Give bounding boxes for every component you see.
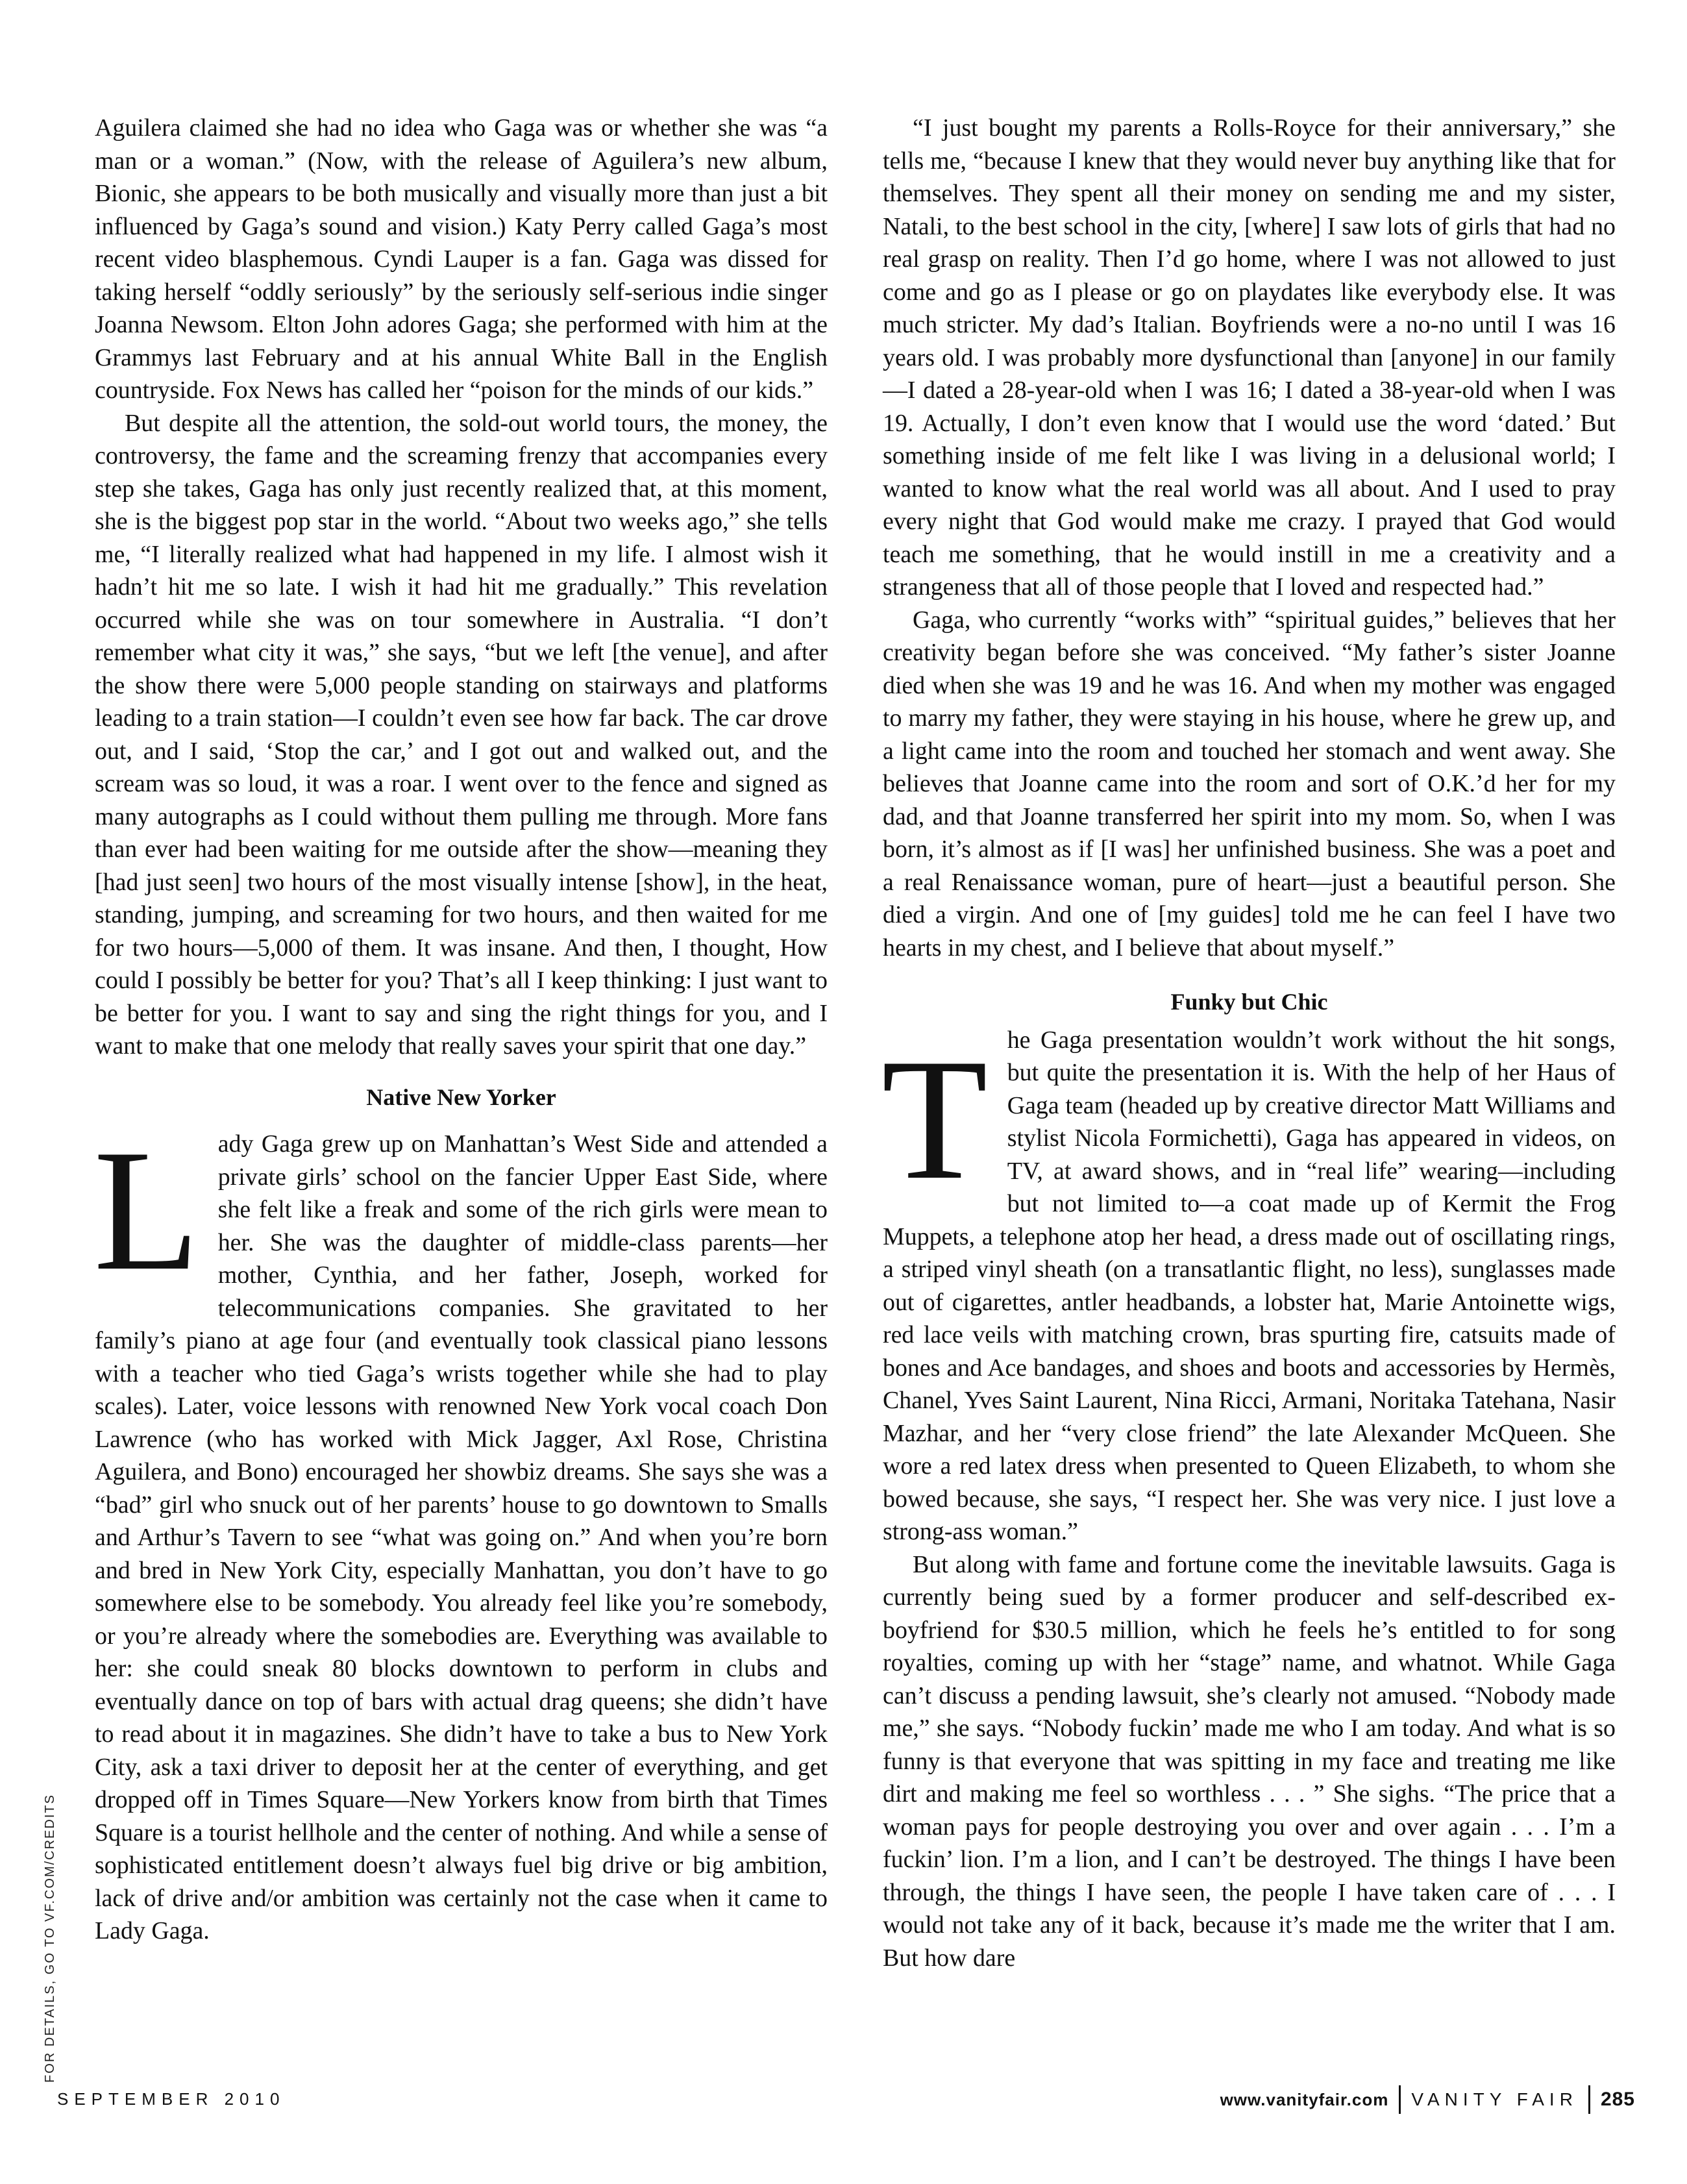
side-credit: FOR DETAILS, GO TO VF.COM/CREDITS	[43, 1794, 57, 2083]
article-paragraph: “I just bought my parents a Rolls-Royce for their anniversary,” she tells me, “because I knew that they would never buy anything like that for themselves. They spent all their money on sending me and my sister, Natali, to the best school in the city, [where] I saw lots of girls that had no real grasp on reality. Then I’d go home, where I was not allowed to just come and go as I please or go on playdates like everybody else. It was much stricter. My dad’s Italian. Boyfriends were a no-no until I was 16 years old. I was probably more dysfunctional than [anyone] in our family—I dated a 28-year-old when I was 16; I dated a 38-year-old when I was 19. Actually, I don’t even know that I would use the word ‘dated.’ But something inside of me felt like I was living in a delusional world; I wanted to know what the real world was all about. And I used to pray every night that God would make me crazy. I prayed that God would teach me something, that he would instill in me a creativity and a strangeness that all of those people that I loved and respected had.”	[883, 114, 1616, 601]
section-heading: Funky but Chic	[1170, 989, 1328, 1015]
footer-right	[1220, 2085, 1635, 2114]
article-paragraph	[883, 1024, 1616, 1548]
left-column	[95, 112, 828, 1948]
drop-cap: L	[93, 1113, 200, 1306]
website-url[interactable]: www.vanityfair.com	[1220, 2089, 1389, 2109]
page-footer	[0, 2085, 1687, 2118]
article-paragraph: But despite all the attention, the sold-out world tours, the money, the controversy, the fame and the screaming frenzy that accompanies every step she takes, Gaga has only just recently realized that, at this moment, she is the biggest pop star in the world. “About two weeks ago,” she tells me, “I literally realized what had happened in my life. I almost wish it hadn’t hit me so late. I wish it had hit me gradually.” This revelation occurred while she was on tour somewhere in Australia. “I don’t remember what city it was,” she says, “but we left [the venue], and after the show there were 5,000 people standing on stairways and platforms leading to a train station—I couldn’t even see how far back. The car drove out, and I said, ‘Stop the car,’ and I got out and walked out, and the scream was so loud, it was a roar. I went over to the fence and signed as many autographs as I could without them pulling me through. More fans than ever had been waiting for me outside after the show—meaning they [had just seen] two hours of the most visually intense [show], in the heat, standing, jumping, and screaming for two hours, and then waited for me for two hours—5,000 of them. It was insane. And then, I thought, How could I possibly be better for you? That’s all I keep thinking: I just want to be better for you. I want to say and sing the right things for you, and I want to make that one melody that really saves your spirit that one day.”	[95, 409, 828, 1060]
magazine-name: VANITY FAIR	[1411, 2089, 1578, 2109]
paragraph-text: he Gaga presentation wouldn’t work without the hit songs, but quite the presentation it is. With the help of her Haus of Gaga team (headed up by creative director Matt Williams and stylist Nicola Formichetti), Gaga has appeared in videos, on TV, at award shows, and in “real life” wearing—including but not limited to—a coat made up of Kermit the Frog Muppets, a telephone atop her head, a dress made out of oscillating rings, a striped vinyl sheath (on a transatlantic flight, no less), sunglasses made out of cigarettes, antler headbands, a lobster hat, Marie Antoinette wigs, red lace veils with matching crown, bras spurting fire, catsuits made of bones and Ace bandages, and shoes and boots and accessories by Hermès, Chanel, Yves Saint Laurent, Nina Ricci, Armani, Noritaka Tatehana, Nasir Mazhar, and her “very close friend” the late Alexander McQueen. She wore a red latex dress when presented to Queen Elizabeth, to whom she bowed because, she says, “I respect her. She was very nice. I just love a strong-ass woman.”	[883, 1026, 1616, 1545]
right-column	[883, 112, 1616, 1974]
divider	[1399, 2085, 1401, 2114]
divider	[1588, 2085, 1590, 2114]
page-number: 285	[1600, 2089, 1635, 2110]
article-paragraph	[93, 1113, 828, 1948]
article-paragraph: But along with fame and fortune come the inevitable lawsuits. Gaga is currently being sued by a former producer and self-described ex-boyfriend for $30.5 million, which he feels he’s entitled to for song royalties, coming up with her “stage” name, and whatnot. While Gaga can’t discuss a pending lawsuit, she’s clearly not amused. “Nobody made me,” she says. “Nobody fuckin’ made me who I am today. And what is so funny is that everyone that was spitting in my face and treating me like dirt and making me feel so worthless . . . ” She sighs. “The price that a woman pays for people destroying you over and over again . . . I’m a fuckin’ lion. I’m a lion, and I can’t be destroyed. The things I have been through, the things I have seen, the people I have taken care of . . . I would not take any of it back, because it’s made me the writer that I am. But how dare	[883, 1550, 1616, 1972]
issue-date: SEPTEMBER 2010	[57, 2089, 286, 2109]
article-paragraph: Gaga, who currently “works with” “spiritual guides,” believes that her creativity began before she was conceived. “My father’s sister Joanne died when she was 19 and he was 16. And when my mother was engaged to marry my father, they were staying in his house, where he grew up, and a light came into the room and touched her stomach and went away. She believes that Joanne came into the room and sort of O.K.’d her for my dad, and that Joanne transferred her spirit into my mom. So, when I was born, it’s almost as if [I was] her unfinished business. She was a poet and a real Renaissance woman, pure of heart—just a beautiful person. She died a virgin. And one of [my guides] told me he can feel I have two hearts in my chest, and I believe that about myself.”	[883, 606, 1616, 962]
paragraph-text: ady Gaga grew up on Manhattan’s West Side and attended a private girls’ school on the fancier Upper East Side, where she felt like a freak and some of the rich girls were mean to her. She was the daughter of middle-class parents—her mother, Cynthia, and her father, Joseph, worked for telecommunications companies. She gravitated to her family’s piano at age four (and eventually took classical piano lessons with a teacher who tied Gaga’s wrists together while she had to play scales). Later, voice lessons with renowned New York vocal coach Don Lawrence (who has worked with Mick Jagger, Axl Rose, Christina Aguilera, and Bono) encouraged her showbiz dreams. She says she was a “bad” girl who snuck out of her parents’ house to go downtown to Smalls and Arthur’s Tavern to see “what was going on.” And when you’re born and bred in New York City, especially Manhattan, you don’t have to go somewhere else to be somebody. You already feel like you’re somebody, or you’re already where the somebodies are. Everything was available to her: she could sneak 80 blocks downtown to perform in clubs and eventually dance on top of bars with actual drag queens; she didn’t have to read about it in magazines. She didn’t have to take a bus to New York City, ask a taxi driver to deposit her at the center of everything, and get dropped off in Times Square—New Yorkers know from birth that Times Square is a tourist hellhole and the center of nothing. And while a sense of sophisticated entitlement doesn’t always fuel big drive or big ambition, lack of drive and/or ambition was certainly not the case when it came to Lady Gaga.	[95, 1130, 828, 1944]
drop-cap: T	[881, 1022, 988, 1215]
article-paragraph: Aguilera claimed she had no idea who Gaga was or whether she was “a man or a woman.” (Now, with the release of Aguilera’s new album, Bionic, she appears to be both musically and visually more than just a bit influenced by Gaga’s sound and vision.) Katy Perry called Gaga’s most recent video blasphemous. Cyndi Lauper is a fan. Gaga was dissed for taking herself “oddly seriously” by the seriously self-serious indie singer Joanna Newsom. Elton John adores Gaga; she performed with him at the Grammys last February and at his annual White Ball in the English countryside. Fox News has called her “poison for the minds of our kids.”	[95, 114, 828, 404]
section-heading: Native New Yorker	[366, 1084, 556, 1110]
